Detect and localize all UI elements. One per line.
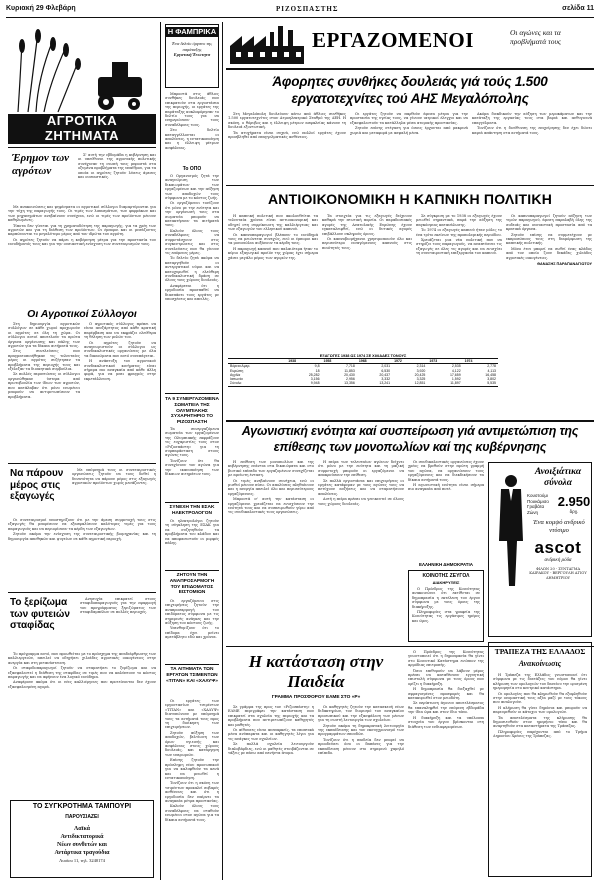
famprika-sub3: Το ΟΠΟ (182, 166, 202, 172)
kapno-table-cell: 2,031 (381, 364, 391, 369)
ad-text2: Πουκάμισο (527, 498, 549, 504)
kapno-table-cell: 2,956 (346, 377, 355, 382)
kapno-table-cell: 4,122 (451, 368, 461, 373)
antioikonomiki-text-col3: Σε σύγκριση με το 1938 οι εξαγωγές έχουν μειωθεί σημαντικά, παρά την αύξηση της παγκόσμιας κατανάλωσης. Το 1974 οι εξαγωγές καπνού ήταν μόλις το ένα τρίτο εκείνων της προπολεμικής περιόδου. Χρειάζεται μια νέα πολιτική που να στηρίζει τους παραγωγούς, να αναπτύσσει τις εξαγωγές σε όλες τις αγορές και να ενισχύει τη συνεταιριστική επεξεργασία του καπνού. (416, 214, 502, 256)
trapeza-text: Η Τράπεζα της Ελλάδος γνωστοποιεί ότι σύμφωνα με τις διατάξεις του νόμου θα γίνει κλήρωση των ομολογιών του δανείου την ορισμένη ημερομηνία στο κεντρικό κατάστημα. Οι ομολογίες που θα κληρωθούν θα εξοφληθούν στην ονομαστική τους αξία μαζί με τους τόκους που αναλογούν. Η κλήρωση θα γίνει δημόσια και μπορούν να παρευρεθούν οι κάτοχοι των ομολογιών. Τα αποτελέσματα της κλήρωσης θα δημοσιευθούν στον ημερήσιο τύπο και θα αναρτηθούν στα καταστήματα της Τράπεζας. Πληροφορίες παρέχονται από το Τμήμα Δημοσίου Χρέους της Τράπεζας. (493, 673, 587, 739)
ad-text1: Κουστούμι (527, 493, 548, 498)
paideia-text-col1: Σε γράμμα της προς τον «Ριζοσπάστη» η ΕΛΜΕ περιγράφει την κατάσταση που επικρατεί στα σχολεία της περιοχής και τα προβλήματα που αντιμετωπίζουν καθηγητές και μαθητές. Οι αίθουσες είναι ανεπαρκείς, τα εποπτικά μέσα ανύπαρκτα και οι καθηγητές λίγοι για τις ανάγκες των σχολείων. Σε πολλά σχολεία λειτουργούν διπλοβάρδιες, ενώ οι μαθητές στοιβάζονται σε τάξεις με πάνω από πενήντα άτομα. (228, 705, 314, 756)
kapno-table-header-cell: 1968 (357, 359, 392, 364)
man-figure-illustration (495, 471, 527, 591)
ad-text4: Ζώνη (527, 509, 539, 515)
kapno-table-cell: Σύνολο (230, 381, 242, 386)
kapno-table-cell: 9,8 (314, 364, 320, 369)
tampouri-line3: Νέων συνθετών και (57, 842, 107, 848)
kapno-table-cell: 20,425 (414, 372, 426, 377)
kapno-table-cell: 3,332 (381, 377, 391, 382)
synetheia-text: Οι ηλεκτρολόγοι ζητούν τη σύγκληση της ΕΣΑΚ για να συζητηθούν τα προβλήματα του κλάδου και να αποφασιστούν οι μορφές πάλης. (165, 519, 219, 546)
tampouri-line1: Λαϊκά (73, 826, 91, 832)
afortes-text-col1: Στη Μεγαλόπολη δουλεύουν κάτω από άθλιες συνθήκες 1.500 εργατοτεχνίτες στον Ατμοηλεκτρικό Σταθμό της ΔΕΗ. Η σκόνη, ο θόρυβος και η έλλειψη μέτρων ασφαλείας κάνουν τη δουλειά εξοντωτική. Τα ατυχήματα είναι συχνά, ενώ πολλοί εργάτες έχουν προσβληθεί από επαγγελματικές ασθένειες. (228, 112, 346, 140)
header-date: Κυριακή 29 Φλεβάρη (6, 5, 76, 12)
kapno-table-header-cell: 1938 (286, 359, 321, 364)
kapno-table-cell: 2,778 (487, 364, 496, 369)
kapno-table-cell: 13,241 (379, 381, 391, 386)
famprika-title: Η ΦΑΜΠΡΙΚΑ (167, 27, 217, 36)
kapno-table-header-cell: 1958 (322, 359, 357, 364)
agrotika-banner (8, 22, 156, 144)
kapno-table-cell: 20,430 (344, 372, 355, 377)
antioikonomiki-text-col2: Τα στοιχεία για τις εξαγωγές δείχνουν καθαρά την πτωτική πορεία. Οι παραδοσιακές αγορές της Ανατολικής Ευρώπης έχουν εγκαταλειφθεί, ενώ οι δυτικές αγορές επιβάλλουν σκληρούς όρους. Οι καπνοβιομήχανοι χρησιμοποιούν όλο και περισσότερο εισαγόμενους καπνούς στις ποιότητές τους. (322, 214, 412, 250)
ad-line: Ένα κομψό ανδρικό ντύσιμο (533, 519, 585, 534)
antioikonomiki-author: ΘΑΝΑΣΗΣ ΠΑΡΑΠΑΝΑΓΙΩΤΟΥ (537, 262, 592, 267)
ergazomenoi-title: ΕΡΓΑΖΟΜΕΝΟΙ (312, 28, 474, 52)
ad-address-text: ΦΙΛΩΝ 20 - ΣΥΝΤΑΓΜΑ ΚΑΙΡΑΚΟΥ - ΒΕΡΓΟΥΛΗ ΑΓΙΟΥ ΔΗΜΗΤΡΙΟΥ (529, 567, 587, 580)
wheat-illustration (8, 22, 156, 117)
zitoun-title: ΖΗΤΟΥΝ ΤΗΝ ΑΝΑΠΡΟΣΑΡΜΟΓΗ ΤΟΥ ΕΠΙΔΟΜΑΤΟΣ ΕΙΣΤΟΜΙΩΝ (169, 573, 215, 596)
famprika-text-1: Μπροστά στις άθλιες συνθήκες δουλειάς που επικρατούν στα εργοστάσια της περιοχής, οι εργάτες της παράταξης κυκλοφόρησαν το δελτίο τους για να ενημερώσουν τους συναδέλφους τους. Στο δελτίο καταγγέλλονται οι απολύσεις, η εντατικοποίηση και η έλλειψη μέτρων ασφάλειας. (165, 92, 219, 150)
kapno-table-cell: 18 (315, 368, 320, 373)
ergazomenoi-banner (226, 22, 594, 66)
page-header (6, 3, 594, 18)
kapno-table-cell: 7,718 (346, 364, 355, 369)
kapno-table-cell: Βόρεια Αμερ. (230, 364, 251, 369)
ad-brandsub: ανδρική μόδα (544, 558, 572, 563)
trapeza-title: ΤΡΑΠΕΖΑ ΤΗΣ ΕΛΛΑΔΟΣ (494, 647, 586, 656)
ad-price: 2.950 (557, 494, 591, 509)
aitimata-text: Οι εργάτες των εργοστασίων τσιμέντων «ΤΙΤΑΝ» και «ΧΑΛΥΨ» διατυπώνουν με υπόμνημά τους τα αιτήματά τους προς τη διοίκηση των επιχειρήσεων. Ζητούν αύξηση των αποδοχών, βελτίωση των όρων υγιεινής και ασφάλειας στους χώρους δουλειάς, και κατάργηση των υπερωριών. Επίσης ζητούν την πρόσληψη νέου προσωπικού για να καλυφθούν τα κενά και να μειωθεί η εντατικοποίηση. Τονίζουν ότι η σκόνη των τσιμέντων προκαλεί σοβαρές ασθένειες και ότι η εργοδοσία δεν παίρνει τα αναγκαία μέτρα προστασίας. Καλούν όλους τους συναδέλφους να σταθούν ενωμένοι στον αγώνα για τα δίκαια αιτήματά τους. (165, 699, 219, 822)
kapno-data-table (228, 358, 498, 387)
tampouri-sub: ΠΑΡΟΥΣΙΑΖΕΙ (65, 814, 99, 820)
kapno-table-cell: 12,851 (414, 381, 426, 386)
kapno-table-cell: 3,156 (310, 377, 320, 382)
tampouri-line5: Λυσίου 11, τηλ. 3240174 (59, 858, 105, 863)
ad-currency: δρχ. (569, 509, 579, 514)
afortes-text-col3: Ακόμα διεκδικούν την αύξηση των μεροκάματων και την κατάταξη της εργασίας τους στα βαριά και ανθυγιεινά επαγγέλματα. Τονίζουν ότι η διεύθυνση της επιχείρησης δεν έχει δώσει καμιά απάντηση στα αιτήματά τους. (472, 112, 592, 135)
dimoprasia-box (408, 570, 484, 642)
kapno-table (228, 354, 498, 414)
ad-title: Ανοιξιάτικα σύνολα (534, 467, 582, 488)
sympatheia-text: Τα συνεργαζόμενα σωματεία των εργαζομένων της Ολυμπιακής εκφράζουν τις ευχαριστίες τους στον «Ριζοσπάστη» για τη συμπαράσταση στους αγώνες τους. Τονίζουν ότι θα συνεχίσουν τον αγώνα για την ικανοποίηση των δίκαιων αιτημάτων τους. (165, 427, 219, 477)
kapno-table-cell: 17,659 (449, 372, 461, 377)
paideia-title: Η κατάσταση στην Παιδεία (248, 652, 384, 691)
kladema-lead-text: Ανησυχία επικρατεί στους σταφιδοπαραγωγούς για την εφαρμογή του προγράμματος ξεριζώματος των σταφιδαμπέλων σε πολλές περιοχές. (80, 597, 156, 615)
kapno-table-caption: ΕΞΑΓΩΓΕΣ 1938 ΩΣ 1974 ΣΕ ΧΙΛΙΑΔΕΣ ΤΟΝΟΥΣ (319, 354, 407, 358)
tampouri-ad (10, 800, 154, 878)
ergazomenoi-tagline2: προβλήματά τους (510, 37, 561, 46)
meros-lead-text: Με υπόμνημά τους οι συνεταιριστικές οργανώσεις ζητούν να τους δοθεί η δυνατότητα να πάρουν μέρος στις εξαγωγές αγροτικών προϊόντων χωρίς μεσάζοντες. (72, 468, 156, 486)
famprika-sub2: Εργατική Ένωτητα (173, 52, 211, 57)
zitoun-text: Οι εργαζόμενοι στις επιχειρήσεις ζητούν την αναπροσαρμογή του επιδόματος σύμφωνα με τις σημερινές ανάγκες και την αύξηση του κόστους ζωής. Υπενθυμίζουν ότι το επίδομα έχει μείνει αμετάβλητο εδώ και χρόνια. (165, 599, 219, 640)
kapno-table-cell: Αγγλία (230, 372, 241, 377)
famprika-sub1: Ένα δελτίο όργανο της παράταξης (171, 41, 213, 52)
antioikonomiki-title: ΑΝΤΙΟΙΚΟΝΟΜΙΚΗ Η ΚΑΠΝΙΚΗ ΠΟΛΙΤΙΚΗ (267, 191, 553, 207)
kladema-title: Το ξερίζωμα των φυτειών σταφίδας (10, 597, 70, 631)
kapno-table-cell: 3,920 (416, 368, 426, 373)
sympatheia-title: ΤΑ 9 ΣΥΝΕΡΓΑΖΟΜΕΝΑ ΣΩΜΑΤΕΙΑ ΤΗΣ ΟΛΥΜΠΙΑΚΗΣ ΣΥΧΑΡΗΤΗΡΙΟ ΤΟ ΡΙΖΟΣΠΑΣΤΗ (165, 397, 219, 426)
kapno-table-cell: 2,535 (451, 364, 461, 369)
tampouri-title: ΤΟ ΣΥΓΚΡΟΤΗΜΑ ΤΑΜΠΟΥΡΙ (32, 803, 132, 810)
synetheia-title: ΣΥΝΕΧΗ ΤΗΝ ΕΣΑΚ ΗΛΕΚΤΡΟΛΟΓΟΝ (169, 505, 215, 516)
kapno-table-header-cell: 1972 (392, 359, 427, 364)
kapno-table-cell: 16,458 (485, 372, 496, 377)
kladema-body-text: Το πρόγραμμα αυτό, που προωθείται με το πρόσχημα της αναδιάρθρωσης των καλλιεργειών, απειλεί να οδηγήσει χιλιάδες αγροτικές οικογένειες στην ανεργία και στη μετανάστευση. Οι σταφιδοπαραγωγοί ζητούν να σταματήσει το ξερίζωμα και να εξασφαλιστεί η διάθεση της σταφίδας σε τιμές που να καλύπτουν το κόστος παραγωγής και να αφήνουν ένα λογικό εισόδημα. Αναφέρουν ακόμα ότι οι νέες καλλιέργειες που προτείνονται δεν έχουν εξασφαλισμένη αγορά. (8, 652, 156, 689)
erimon-lead-text: Σ' αυτή την εβδομάδα η κυβέρνηση και οι υπεύθυνοι της αγροτικής πολιτικής συνέχισαν τη σιωπή τους μπροστά στα οξυμένα προβλήματα της υπαίθρου, για τα οποία οι αγρότες ζητούν λύσεις άμεσες και ουσιαστικές. (78, 153, 156, 180)
aitimata-title: ΤΑ ΑΙΤΗΜΑΤΑ ΤΩΝ ΕΡΓΑΤΩΝ ΤΣΙΜΕΝΤΩΝ «ΤΙΤΑΝ» ΚΑΙ «ΧΑΛΥΨ» (166, 667, 218, 684)
ascot-ad (488, 462, 592, 637)
dimoprasia-text: Ο Πρόεδρος της Κοινότητας ανακοινώνει ότι εκτίθεται σε δημοπρασία η εκτέλεση του έργου σύμφωνα με τους όρους της διακήρυξης. Πληροφορίες στα γραφεία της Κοινότητας τις εργάσιμες ημέρες και ώρες. (412, 587, 480, 623)
erimon-body-text: Με ανακοινώσεις και ψηφίσματα οι αγροτικοί σύλλογοι διαμαρτύρονται για την τύχη της παραγωγής τους. Οι τιμές των λιπασμάτων, των φαρμάκων και των μηχανημάτων ανεβαίνουν συνέχεια, ενώ οι τιμές των προϊόντων μένουν καθηλωμένες. Τίποτα δεν γίνεται για τη χρηματοδότηση της παραγωγής, για τα χρέη των αγροτών και για τη διάθεση των προϊόντων. Οι έμποροι και οι μεσάζοντες καρπώνονται το μεγαλύτερο μέρος από τον ιδρώτα του αγρότη. Οι αγρότες ζητούν να πάρει η κυβέρνηση μέτρα για την προστασία του εισοδήματός τους και για την ουσιαστική ενίσχυση των συνεταιρισμών τους. (8, 205, 156, 247)
kapno-table-cell: 3,325 (416, 377, 426, 382)
kapno-table-cell: 1,592 (451, 377, 461, 382)
meros-body-text: Οι συνεταιρισμοί υποστηρίζουν ότι με την άμεση συμμετοχή τους στις εξαγωγές θα μπορέσουν να εξασφαλίσουν καλύτερες τιμές για τους παραγωγούς και να περιορίσουν τα κέρδη των εξαγωγέων. Ζητούν ακόμα την ενίσχυση της συνεταιριστικής βιομηχανίας και τη δημιουργία αποθηκών και ψυγείων σε κάθε αγροτική περιοχή. (8, 518, 156, 541)
header-masthead: ΡΙΖΟΣΠΑΣΤΗΣ (276, 5, 339, 13)
ad-text3: Γραβάτα (527, 504, 545, 510)
antioikonomiki-text-col1: Η καπνική πολιτική που ακολουθείται τα τελευταία χρόνια είναι αντιοικονομική και οδηγεί στη συρρίκνωση της καλλιέργειας και των εξαγωγών του ελληνικού καπνού. Οι καπνοπαραγωγοί βλέπουν το εισόδημά τους να μειώνεται συνεχώς, ενώ οι έμποροι και τα μονοπώλια αυξάνουν τα κέρδη τους. Η παραγωγή καπνού που παλαιότερα ήταν το κύριο εξαγωγικό προϊόν της χώρας έχει σήμερα χάσει μεγάλο μέρος των αγορών της. (228, 214, 318, 260)
agonistiki-text-col1: Η επίθεση των μονοπωλίων και της κυβέρνησης ενάντια στα δικαιώματα και στο βιοτικό επίπεδο των εργαζομένων συνεχίζεται με αμείωτη ένταση. Οι τιμές ανεβαίνουν συνέχεια, ενώ οι μισθοί μένουν πίσω. Οι απολύσεις πληθαίνουν και η ανεργία απειλεί όλο και περισσότερους εργαζόμενους. Μπροστά σ' αυτή την κατάσταση οι εργαζόμενοι χρειάζεται να ενισχύσουν την ενότητά τους και να συσπειρωθούν γύρω από τις συνδικαλιστικές τους οργανώσεις. (228, 460, 314, 515)
kapno-table-cell: 25,282 (308, 372, 320, 377)
afortes-text-col2: Οι εργάτες ζητούν να παρθούν άμεσα μέτρα για την προστασία της υγείας τους, να γίνουν ιατρικοί έλεγχοι και να εξασφαλιστούν τα κατάλληλα μέσα ατομικής προστασίας. Ζητούν επίσης στέγαση για όσους έρχονται από μακρινά χωριά και μεταφορά με ασφαλή μέσα. (350, 112, 468, 135)
factory-illustration (226, 22, 308, 66)
ergazomenoi-tagline1: Οι αγώνες και τα (510, 28, 561, 37)
kapno-table-cell: 6,530 (381, 368, 391, 373)
agonistiki-text-col2: Η πείρα των τελευταίων αγώνων δείχνει ότι μόνο με την ενότητα και τη μαζική συμμετοχή μπορούν οι εργαζόμενοι να αποκρούσουν την επίθεση. Σε πολλά εργοστάσια και επιχειρήσεις οι εργάτες κατάφεραν με τους αγώνες τους να πετύχουν αυξήσεις και να σταματήσουν απολύσεις. Αυτή η πείρα πρέπει να γενικευτεί σε όλους τους χώρους δουλειάς. (318, 460, 404, 506)
syllogoi-title: Οι Αγροτικοί Σύλλογοι (27, 308, 137, 320)
kapno-table-cell: Ευρώπη (230, 368, 244, 373)
agrotika-title: ΑΓΡΟΤΙΚΑ ΖΗΤΗΜΑΤΑ (8, 114, 156, 144)
tampouri-line4: Αντάρτικα τραγούδια (54, 850, 110, 856)
tampouri-line2: Αντιδικτατορικά (60, 834, 104, 840)
agonistiki-text-col3: Οι συνδικαλιστικές οργανώσεις έχουν χρέος να βρεθούν στην πρώτη γραμμή του αγώνα, να οργανώσουν τους εργαζόμενους και να διεκδικήσουν τα δίκαια αιτήματά τους. Η αγωνιστική ενότητα είναι σήμερα πιο αναγκαία από ποτέ. (408, 460, 484, 492)
trapeza-notice (488, 642, 592, 877)
famprika-text-2: Ο Οργανισμός ζητά την αναγνώριση των δικαιωμάτων των εργαζομένων και την αύξηση των αποδοχών τους σύμφωνα με το κόστος ζωής. Οι εργαζόμενοι τονίζουν ότι μόνο με την ενότητα και την οργάνωσή τους στα σωματεία μπορούν να κατακτήσουν τα αιτήματά τους. Καλούν όλους τους συναδέλφους να συμμετάσχουν στις συγκεντρώσεις και στις συνελεύσεις που θα γίνουν τις επόμενες μέρες. Το δελτίο ζητά ακόμα να καταργηθούν οι αντεργατικοί νόμοι και να κατοχυρωθεί η ελεύθερη συνδικαλιστική δράση σε όλους τους χώρους δουλειάς. Αναφέρεται ότι η εργοδοσία προσπαθεί να διασπάσει τους εργάτες με υποσχέσεις και απειλές. (165, 174, 219, 301)
kapno-table-cell: 5,535 (487, 381, 496, 386)
kapno-table-cell: Ιαπωνία (230, 377, 243, 382)
kapno-table-cell: 20,437 (379, 372, 391, 377)
right-misc-text: Ο Πρόεδρος της Κοινότητας γνωστοποιεί ότι η δημοπρασία θα γίνει στο Κοινοτικό Κατάστημα ενώπιον της αρμόδιας επιτροπής. Όσοι επιθυμούν να λάβουν μέρος πρέπει να καταθέσουν εγγυητική επιστολή σύμφωνα με τους όρους που ορίζει η διακήρυξη. Η δημοπρασία θα διεξαχθεί με σφραγισμένες προσφορές και θα κατακυρωθεί στον μειοδότη. Σε περίπτωση άγονου αποτελέσματος θα επαναληφθεί την επόμενη εβδομάδα την ίδια ώρα και στον ίδιο τόπο. Η διακήρυξη και τα υπόλοιπα στοιχεία του έργου βρίσκονται στη διάθεση των ενδιαφερομένων. (408, 650, 484, 729)
trapeza-sub: Ανακοίνωσις (518, 659, 562, 668)
kapno-table-cell: 13,356 (344, 381, 355, 386)
famprika-box (165, 24, 219, 88)
kapno-table-row (228, 381, 498, 385)
antioikonomiki-text-col4: Οι καπνοπαραγωγοί ζητούν αύξηση των τιμών παραγωγού, άμεση παραλαβή όλης της σοδειάς και ουσιαστική προστασία από τα κρατικά όργανα. Ζητούν επίσης να συμμετέχουν με εκπροσώπους τους στη διαμόρφωση της καπνικής πολιτικής. Μόνο έτσι μπορεί να σωθεί ένας κλάδος από τον οποίο ζουν δεκάδες χιλιάδες αγροτικές οικογένειες. ΘΑΝΑΣΗΣ ΠΑΡΑΠΑΝΑΓΙΩΤΟΥ (506, 214, 592, 267)
dimoprasia-title: ΚΟΙΝΟΤΗΣ ΖΕΥΓΟΛ (422, 573, 470, 579)
syllogoi-text-col2: Ο αγροτικός σύλλογος πρέπει να είναι ανεξάρτητος από κάθε κρατική παρέμβαση και να εκφράζει ελεύθερα τη θέληση των μελών του. Οι αγρότες ζητούν να αναγνωριστούν οι σύλλογοι ως συνδικαλιστικές οργανώσεις με όλα τα δικαιώματα που αυτό συνεπάγεται. Η ανάπτυξη του αγροτικού συνδικαλιστικού κινήματος είναι σήμερα πιο αναγκαία από κάθε άλλη φορά, για να μπει φραγμός στην εκμετάλλευση. (84, 322, 156, 381)
afortes-title: Άφορητες συνθήκες δουλειάς γιά τούς 1.500 εργατοτεχνίτες τού ΑΗΣ Μεγαλόπολης (272, 74, 548, 106)
meros-title: Να πάρουν μέρος στις εξαγωγές (10, 468, 64, 502)
dimoprasia-label: ΕΛΛΗΝΙΚΗ ΔΗΜΟΚΡΑΤΙΑ (418, 562, 474, 567)
kapno-table-cell: 9,948 (310, 381, 320, 386)
syllogoi-text-col1: Στη δημιουργία αγροτικών συλλόγων σε κάθε χωριό προχωρούν οι αγρότες σε όλη τη χώρα. Οι σύλλογοι αυτοί αποτελούν τα πρώτα όργανα οργάνωσης και πάλης των αγροτών για τα δίκαια αιτήματά τους. Στις συνελεύσεις που πραγματοποιήθηκαν τις τελευταίες μέρες οι αγρότες συζήτησαν τα προβλήματα της περιοχής τους και εξέλεξαν τα διοικητικά συμβούλια. Σε πολλές περιπτώσεις οι σύλλογοι οργανώθηκαν ύστερα από πρωτοβουλία των ίδιων των αγροτών, που κατάλαβαν ότι μόνο ενωμένοι μπορούν να αντιμετωπίσουν τα προβλήματα. (8, 322, 80, 399)
agonistiki-title: Αγωνιστική ενότητα καί συσπείρωση γιά αντιμετώπιση της επίθεσης των μονοπωλίων καί της κυβέρνησης (241, 424, 579, 454)
header-page-number: σελίδα 11 (562, 5, 594, 12)
dimoprasia-sub: ΔΙΑΚΗΡΥΞΕΙΣ (432, 580, 460, 585)
kapno-table-cell: 11,897 (450, 381, 461, 386)
kapno-table-cell: 3,802 (487, 377, 496, 382)
kapno-table-header-cell: 1974 (463, 359, 498, 364)
paideia-text-col2: Οι καθηγητές ζητούν την κατασκευή νέων διδακτηρίων, τον διορισμό του αναγκαίου προσωπικού και την εξασφάλιση των μέσων για τη σωστή λειτουργία των σχολείων. Ζητούν ακόμα τη δημοκρατική λειτουργία της εκπαίδευσης και τον εκσυγχρονισμό των προγραμμάτων σπουδών. Τονίζουν ότι η παιδεία δεν μπορεί να προοδεύσει όσο οι δαπάνες για την εκπαίδευση μένουν στο σημερινό χαμηλό επίπεδο. (318, 705, 404, 756)
ad-brand: ascot (534, 538, 582, 557)
kapno-table-cell: 11,853 (344, 368, 355, 373)
kapno-table-header-cell: 1973 (427, 359, 462, 364)
kapno-table-cell: 4,113 (487, 368, 496, 373)
kapno-table-cell: 2,314 (416, 364, 426, 369)
paideia-sub: ΓΡΑΜΜΑ ΠΡΟΣΦΟΡΟΥ ΕΛΜΕ ΣΤΟ «Ρ» (271, 695, 361, 700)
erimon-title: Έρημον των αγρότων (12, 152, 70, 177)
